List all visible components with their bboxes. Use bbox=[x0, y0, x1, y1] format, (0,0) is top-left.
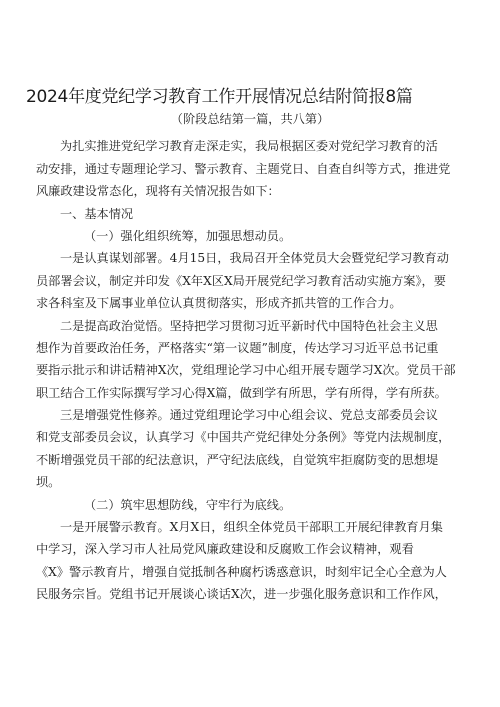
paragraph-line: 求各科室及下属事业单位认真贯彻落实，形成齐抓共管的工作合力。 bbox=[36, 296, 402, 311]
document-title: 2024年度党纪学习教育工作开展情况总结附简报8篇 bbox=[26, 87, 413, 107]
paragraph-line: 中学习，深入学习市人社局党风廉政建设和反腐败工作会议精神，观看 bbox=[36, 542, 414, 557]
paragraph-line: 《X》警示教育片，增强自觉抵制各种腐朽诱惑意识，时刻牢记全心全意为人 bbox=[36, 564, 447, 579]
paragraph-line: 三是增强党性修养。通过党组理论学习中心组会议、党总支部委员会议 bbox=[60, 408, 438, 423]
paragraph-line: 职工结合工作实际撰写学习心得X篇，做到学有所思，学有所得，学有所获。 bbox=[36, 385, 447, 400]
subtitle: （阶段总结第一篇，共八第） bbox=[170, 112, 330, 126]
subsection-heading: （一）强化组织统筹，加强思想动员。 bbox=[84, 228, 292, 243]
paragraph-line: 员部署会议，制定并印发《X年X区X局开展党纪学习教育活动实施方案》，要 bbox=[36, 273, 446, 288]
paragraph-line: 要指示批示和讲话精神X次，党组理论学习中心组开展专题学习X次。党员干部 bbox=[36, 363, 456, 378]
paragraph-line: 一是认真谋划部署。4月15日，我局召开全体党员大会暨党纪学习教育动 bbox=[60, 251, 449, 266]
section-heading: 一、基本情况 bbox=[60, 206, 134, 221]
paragraph-line: 风廉政建设常态化，现将有关情况报告如下： bbox=[36, 184, 280, 199]
document-body bbox=[36, 108, 464, 606]
paragraph-line: 为扎实推进党纪学习教育走深走实，我局根据区委对党纪学习教育的活 bbox=[60, 139, 438, 154]
paragraph-line: 和党支部委员会议，认真学习《中国共产党纪律处分条例》等党内法规制度， bbox=[36, 430, 451, 445]
paragraph-line: 二是提高政治觉悟。坚持把学习贯彻习近平新时代中国特色社会主义思 bbox=[60, 318, 438, 333]
paragraph-line: 一是开展警示教育。X月X日，组织全体党员干部职工开展纪律教育月集 bbox=[60, 520, 443, 535]
subsection-heading: （二）筑牢思想防线，守牢行为底线。 bbox=[84, 497, 292, 512]
paragraph-line: 坝。 bbox=[36, 475, 61, 490]
paragraph-line: 动安排，通过专题理论学习、警示教育、主题党日、自查自纠等方式，推进党 bbox=[36, 161, 451, 176]
paragraph-line: 想作为首要政治任务，严格落实“第一议题”制度，传达学习习近平总书记重 bbox=[36, 340, 439, 355]
paragraph-line: 不断增强党员干部的纪法意识，严守纪法底线，自觉筑牢拒腐防变的思想堤 bbox=[36, 452, 439, 467]
paragraph-line: 民服务宗旨。党组书记开展谈心谈话X次，进一步强化服务意识和工作作风， bbox=[36, 587, 447, 602]
